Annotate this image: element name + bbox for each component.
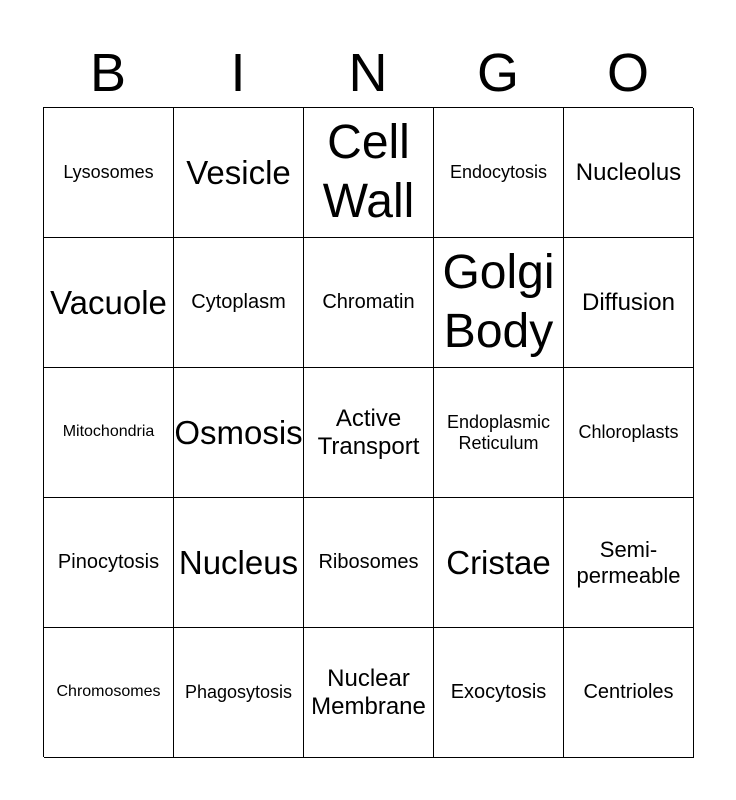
bingo-cell[interactable] [434,628,564,758]
bingo-cell[interactable] [174,498,304,628]
cell-label: Mitochondria [62,423,155,441]
bingo-cell[interactable] [564,238,694,368]
cell-label: Chromosomes [56,683,161,701]
cell-label: Chloroplasts [578,422,679,443]
cell-label: Nuclear Membrane [311,664,426,720]
bingo-cell[interactable] [304,498,434,628]
cell-label: Semi-permeable [576,537,681,588]
bingo-cell[interactable] [434,498,564,628]
cell-label: Diffusion [582,288,675,316]
cell-label: Vesicle [186,153,291,191]
cell-label: Chromatin [322,291,415,313]
cell-label: Pinocytosis [57,551,160,573]
header-letter-i: I [230,43,246,103]
header-letter-b: B [89,43,127,103]
bingo-cell[interactable] [564,628,694,758]
bingo-cell[interactable] [434,108,564,238]
cell-label: Ribosomes [318,551,419,573]
cell-label: Nucleolus [575,158,682,186]
cell-label: Cristae [446,543,551,581]
cell-label: Vacuole [50,283,167,321]
bingo-cell[interactable] [304,108,434,238]
bingo-cell[interactable] [434,238,564,368]
bingo-cell[interactable] [564,498,694,628]
cell-label: Endocytosis [449,162,548,183]
bingo-board [43,107,693,757]
header-letter-n: N [348,43,388,103]
cell-label: Golgi Body [442,245,555,358]
cell-label: Cell Wall [322,115,415,228]
bingo-cell[interactable] [564,368,694,498]
bingo-cell[interactable] [174,108,304,238]
bingo-cell[interactable] [174,628,304,758]
header-letter-o: O [606,43,649,103]
cell-label: Centrioles [583,681,674,703]
header-letter-g: G [476,43,519,103]
bingo-cell[interactable] [564,108,694,238]
bingo-cell[interactable] [44,238,174,368]
bingo-cell[interactable] [44,368,174,498]
cell-label: Active Transport [317,404,420,460]
bingo-cell[interactable] [434,368,564,498]
bingo-cell[interactable] [44,108,174,238]
cell-label: Cytoplasm [191,291,286,313]
cell-label: Exocytosis [450,681,547,703]
bingo-cell[interactable] [174,368,304,498]
bingo-cell[interactable] [304,368,434,498]
bingo-cell[interactable] [44,628,174,758]
cell-label: Osmosis [174,413,303,451]
bingo-header [43,40,693,106]
cell-label: Phagosytosis [184,682,293,703]
bingo-cell[interactable] [174,238,304,368]
cell-label: Endoplasmic Reticulum [446,411,551,453]
bingo-cell[interactable] [44,498,174,628]
cell-label: Lysosomes [63,162,154,183]
bingo-cell[interactable] [304,238,434,368]
cell-label: Nucleus [178,543,299,581]
bingo-cell[interactable] [304,628,434,758]
